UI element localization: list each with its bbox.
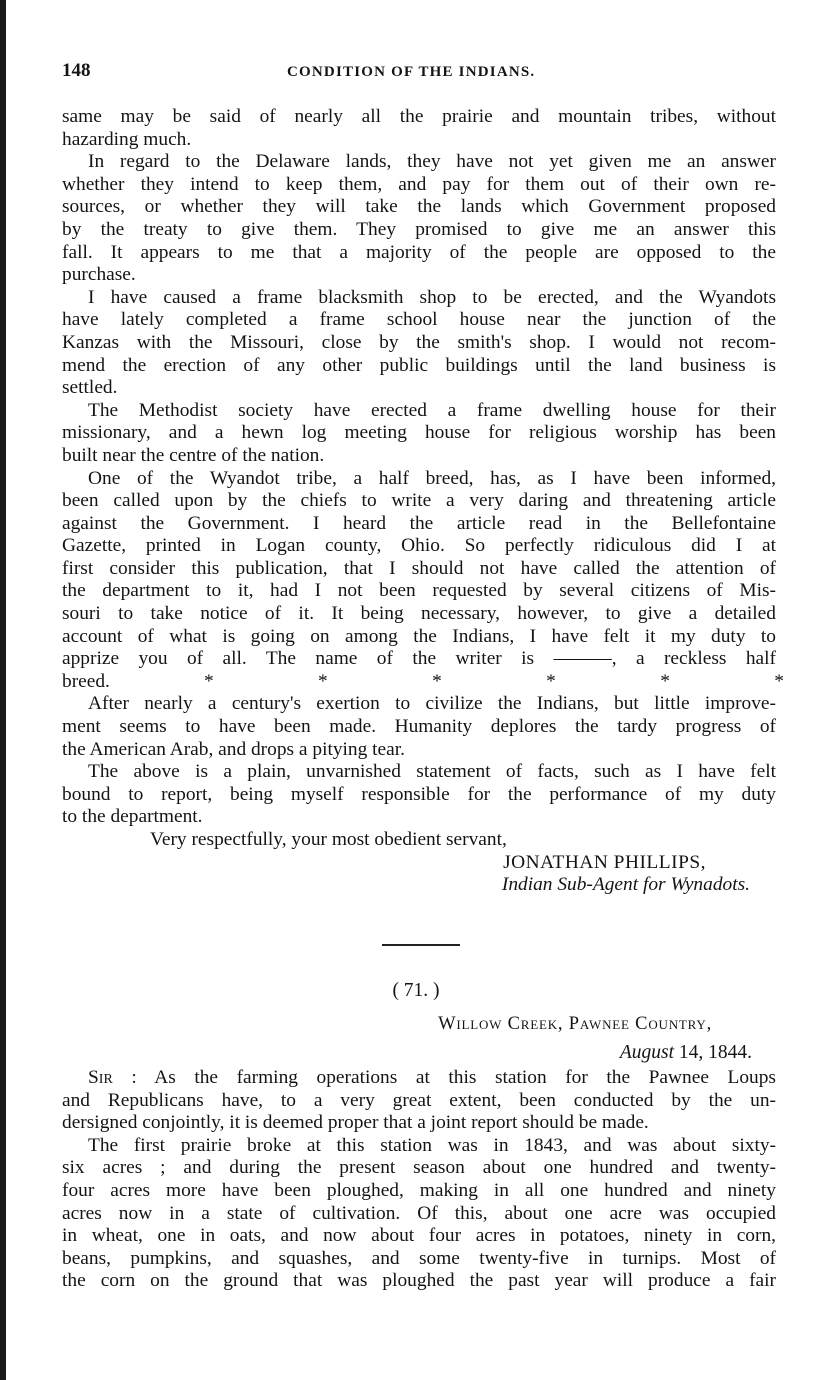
text-line: the department to it, had I not been requested by several citizens of Mis- (62, 580, 776, 602)
text-line: whether they intend to keep them, and pay for them out of their own re- (62, 173, 776, 195)
ellipsis-stars (204, 671, 784, 694)
text-line: the American Arab, and drops a pitying tear. (62, 738, 406, 760)
text-line: hazarding much. (62, 128, 192, 150)
text-line: account of what is going on among the Indians, I have felt it my duty to (62, 625, 776, 647)
text-line: have lately completed a frame school house near the junction of the (62, 309, 776, 331)
star: * (204, 670, 214, 692)
text-line: against the Government. I heard the article read in the Bellefontaine (62, 512, 776, 534)
text-line: The first prairie broke at this station was in 1843, and was about sixty- (88, 1134, 776, 1156)
document-number: ( 71. ) (392, 980, 440, 1001)
text-line: settled. (62, 377, 118, 399)
text-line: missionary, and a hewn log meeting house for religious worship has been (62, 422, 776, 444)
star: * (660, 670, 670, 692)
text-line: I have caused a frame blacksmith shop to be erected, and the Wyandots (88, 286, 776, 308)
star: * (318, 670, 328, 692)
text-line: After nearly a century's exertion to civilize the Indians, but little improve- (88, 693, 776, 715)
report-body (62, 106, 784, 897)
text-line: The above is a plain, unvarnished statement of facts, such as I have felt (88, 761, 776, 783)
section-divider (382, 944, 460, 946)
text-line: purchase. (62, 264, 136, 286)
text-line: breed. (62, 670, 110, 692)
text-line: to the department. (62, 806, 203, 828)
text-line: been called upon by the chiefs to write a very daring and threatening article (62, 490, 776, 512)
text-line: apprize you of all. The name of the writer is ———, a reckless half (62, 648, 776, 670)
text-line: One of the Wyandot tribe, a half breed, has, as I have been informed, (88, 467, 776, 489)
text-line: in wheat, one in oats, and now about four acres in potatoes, ninety in corn, (62, 1225, 776, 1247)
letter-date (620, 1042, 752, 1064)
salutation: Sir : (88, 1067, 137, 1088)
letter-place: Willow Creek, Pawnee Country, (438, 1014, 712, 1034)
star: * (546, 670, 556, 692)
text-line: acres now in a state of cultivation. Of this, about one acre was occupied (62, 1202, 776, 1224)
star: * (432, 670, 442, 692)
breed-line (62, 670, 784, 694)
text-fragment: As the farming operations at this station for the Pawnee Loups (136, 1067, 776, 1088)
text-line: fall. It appears to me that a majority of the people are opposed to the (62, 241, 776, 263)
page-header (62, 60, 780, 86)
text-line: beans, pumpkins, and squashes, and some twenty-five in turnips. Most of (62, 1247, 776, 1269)
text-line: and Republicans have, to a very great extent, been conducted by the un- (62, 1089, 776, 1111)
text-line: souri to take notice of it. It being necessary, however, to give a detailed (62, 603, 776, 625)
page-number: 148 (62, 60, 91, 81)
text-line: Kanzas with the Missouri, close by the smith's shop. I would not recom- (62, 331, 776, 353)
text-line: mend the erection of any other public buildings until the land business is (62, 354, 776, 376)
date-month: August (619, 1042, 674, 1063)
text-line: In regard to the Delaware lands, they have not yet given me an answer (88, 151, 776, 173)
signature-title: Indian Sub-Agent for Wynadots. (501, 874, 750, 896)
text-line: Gazette, printed in Logan county, Ohio. So perfectly ridiculous did I at (62, 535, 776, 557)
text-line: ment seems to have been made. Humanity deplores the tardy progress of (62, 716, 776, 738)
text-line: six acres ; and during the present season about one hundred and twenty- (62, 1157, 776, 1179)
date-day-year: 14, 1844. (674, 1042, 752, 1063)
text-line: by the treaty to give them. They promised to give me an answer this (62, 218, 776, 240)
text-line: The Methodist society have erected a frame dwelling house for their (88, 399, 776, 421)
star: * (774, 670, 784, 692)
page-edge (0, 0, 6, 1380)
text-line (62, 1067, 776, 1090)
text-line: built near the centre of the nation. (62, 444, 325, 466)
text-line: four acres more have been ploughed, making in all one hundred and ninety (62, 1179, 776, 1201)
closing-line: Very respectfully, your most obedient servant, (150, 829, 507, 850)
text-line: dersigned conjointly, it is deemed proper that a joint report should be made. (62, 1112, 649, 1134)
letter-body (62, 1067, 776, 1293)
running-title: CONDITION OF THE INDIANS. (287, 64, 536, 80)
text-line: bound to report, being myself responsible for the performance of my duty (62, 783, 776, 805)
text-line: sources, or whether they will take the lands which Government proposed (62, 196, 776, 218)
text-line: first consider this publication, that I should not have called the attention of (62, 557, 776, 579)
text-line: same may be said of nearly all the prairie and mountain tribes, without (62, 106, 776, 127)
signature-name: JONATHAN PHILLIPS, (503, 851, 706, 873)
text-line: the corn on the ground that was ploughed the past year will produce a fair (62, 1270, 776, 1292)
